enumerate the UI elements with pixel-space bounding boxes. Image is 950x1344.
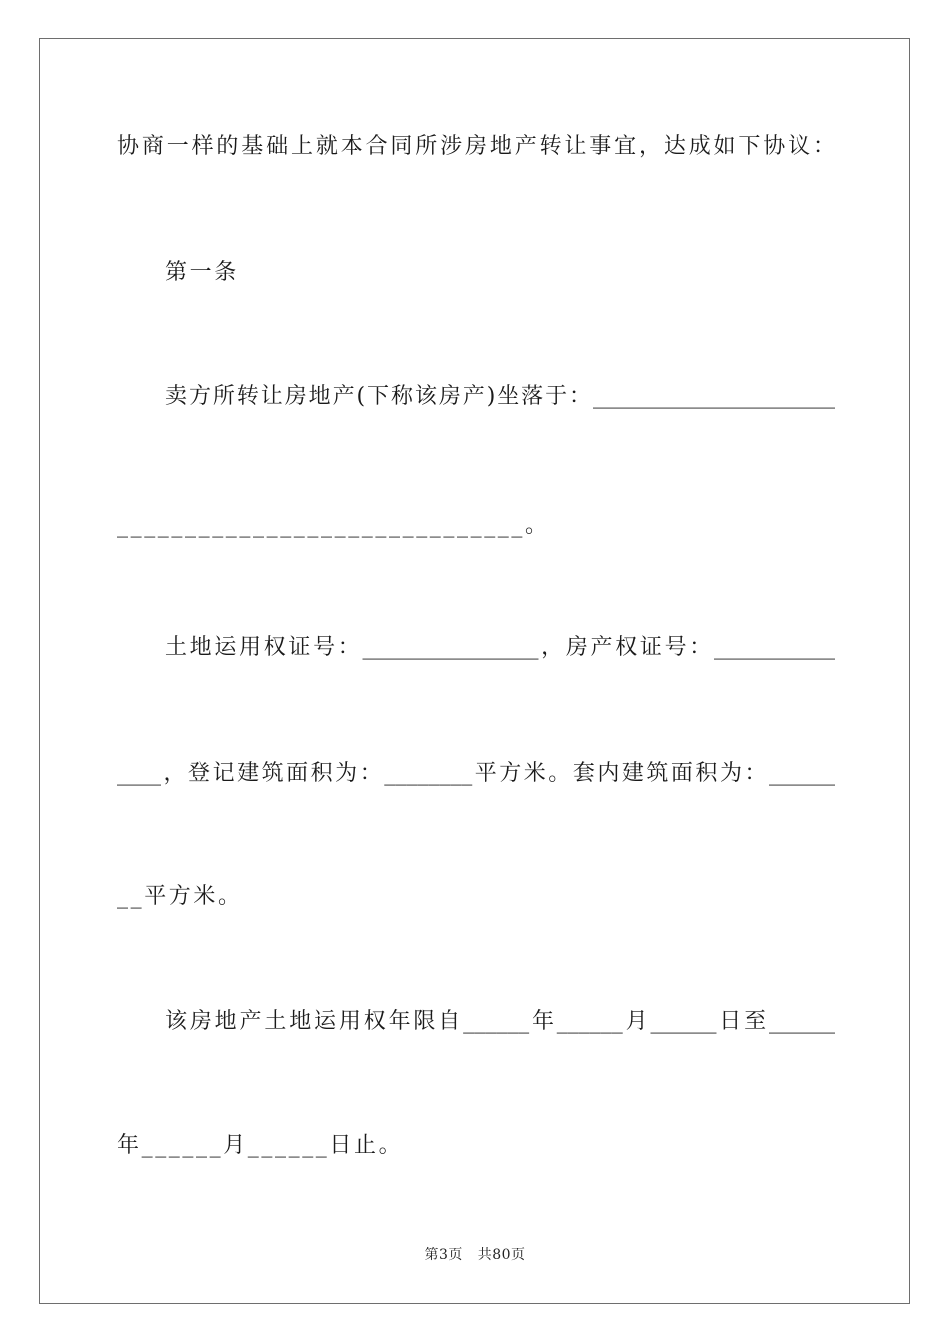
paragraph-location-cont: ______________________________。 — [117, 513, 550, 538]
paragraph-intro: 协商一样的基础上就本合同所涉房地产转让事宜，达成如下协议： — [117, 134, 835, 159]
paragraph-certificates: 土地运用权证号：________________，房产权证号：___________ — [165, 635, 835, 660]
paragraph-term: 该房地产土地运用权年限自______年______月______日至______ — [165, 1009, 835, 1034]
paragraph-term-cont: 年______月______日止。 — [117, 1133, 404, 1158]
paragraph-location: 卖方所转让房地产(下称该房产)坐落于：______________________ — [165, 384, 835, 409]
page-border — [39, 38, 910, 1304]
page-number: 第3页 共80页 — [424, 1247, 526, 1263]
article-heading: 第一条 — [165, 260, 239, 285]
paragraph-area-cont: __平方米。 — [117, 884, 243, 909]
paragraph-area: ____，登记建筑面积为：________平方米。套内建筑面积为：______ — [117, 761, 835, 786]
